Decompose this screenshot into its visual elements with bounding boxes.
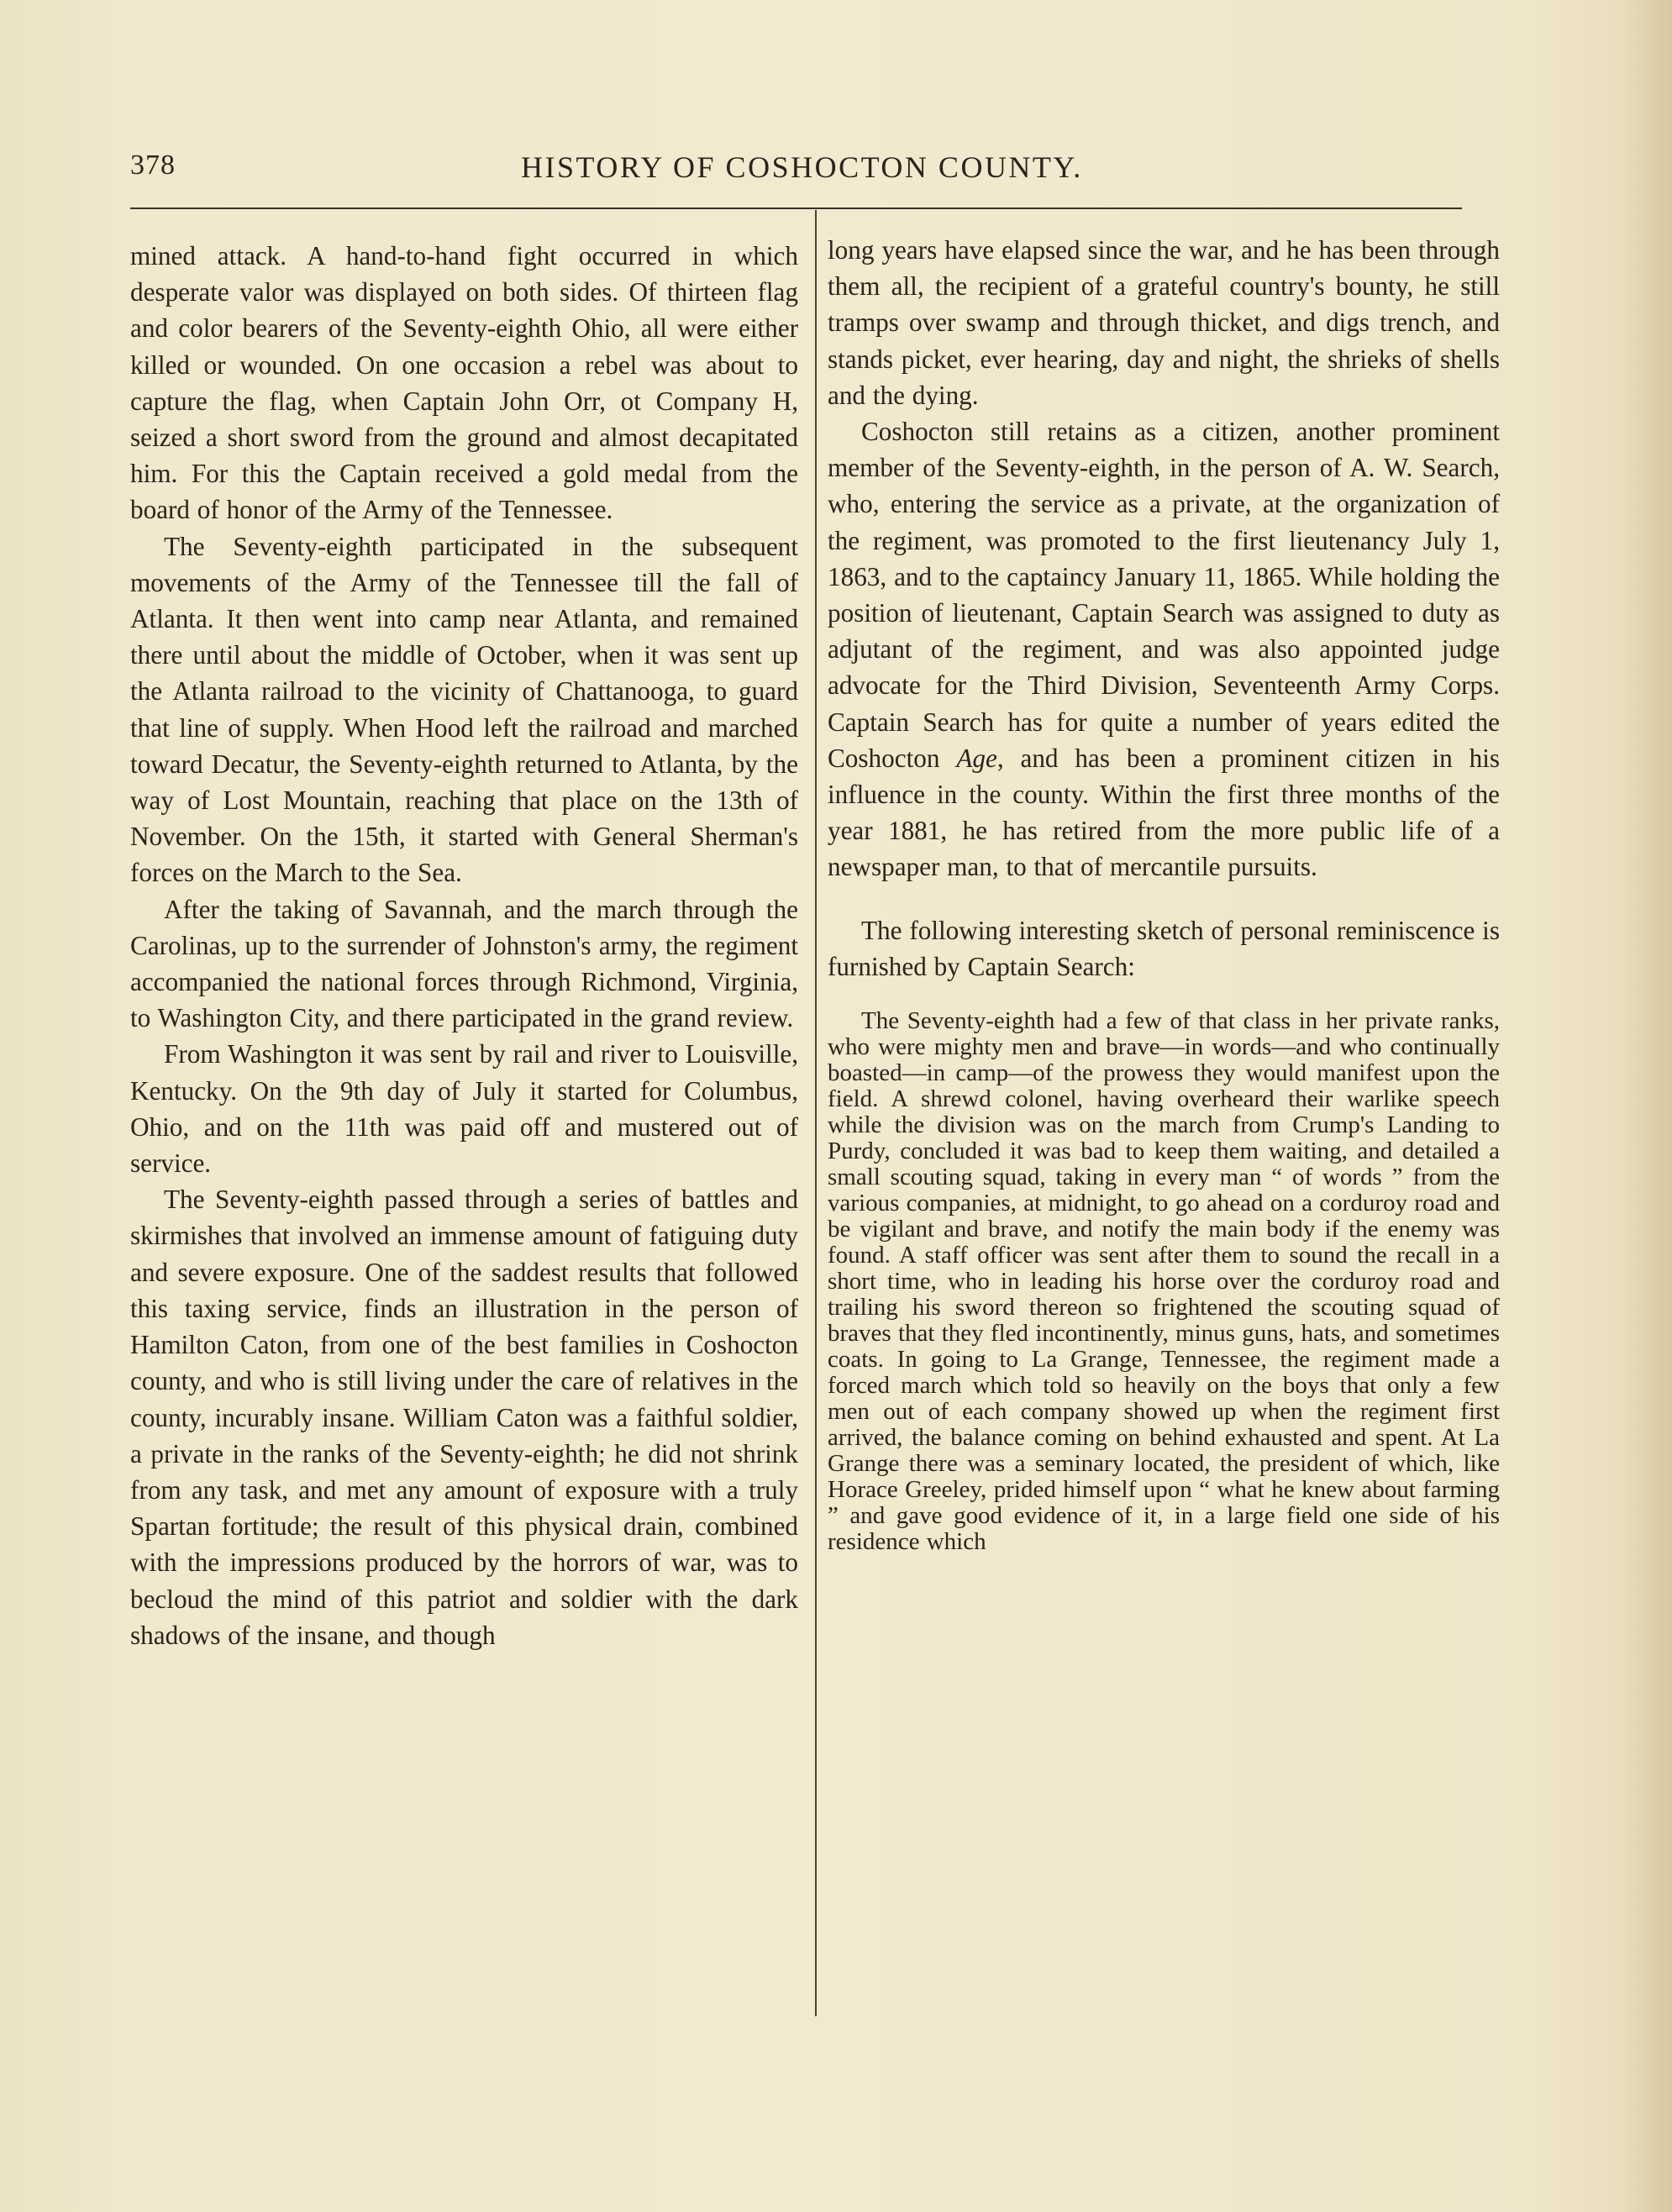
column-divider <box>815 210 817 2016</box>
page-number: 378 <box>130 150 176 181</box>
running-title: HISTORY OF COSHOCTON COUNTY. <box>521 150 1083 184</box>
paragraph <box>828 413 1500 885</box>
paragraph: The following interesting sketch of personal reminiscence is furnished by Captain Search: <box>828 915 1500 981</box>
paragraph: mined attack. A hand-to-hand fight occurred in which desperate valor was displayed on both sides. Of thirteen flag and color bearers of the Seventy-eighth Ohio, all were either killed or wounded. On one occasion a rebel was about to capture the flag, when Captain John Orr, ot Company H, seized a short sword from the ground and almost decapitated him. For this the Captain received a gold medal from the board of honor of the Army of the Tennessee. <box>130 241 798 525</box>
page-header <box>130 150 1462 192</box>
right-column <box>828 232 1500 1555</box>
header-rule <box>130 208 1462 209</box>
paragraph-text: , and has been a prominent citizen in his influence in the county. Within the first three months of the year 1881, he has retired from the more public life of a newspaper man, to that of mercantile pursuits. <box>828 743 1501 882</box>
quoted-reminiscence: The Seventy-eighth had a few of that class in her private ranks, who were mighty men and brave—in words—and who continually boasted—in camp—of the prowess they would manifest upon the field. A shrewd colonel, having overheard their warlike speech while the division was on the march from Crump's Landing to Purdy, concluded it was bad to keep them waiting, and detailed a small scouting squad, taking in every man “ of words ” from the various companies, at midnight, to go ahead on a corduroy road and be vigilant and brave, and notify the main body if the enemy was found. A staff officer was sent after them to sound the recall in a short time, who in leading his horse over the corduroy road and trailing his sword thereon so frightened the scouting squad of braves that they fled incontinently, minus guns, hats, and sometimes coats. In going to La Grange, Tennessee, the regiment made a forced march which told so heavily on the boys that only a few men out of each company showed up when the regiment first arrived, the balance coming on behind exhausted and spent. At La Grange there was a seminary located, the president of which, like Horace Greeley, prided himself upon “ what he knew about farming ” and gave good evidence of it, in a large field one side of his residence which <box>828 1007 1500 1556</box>
left-column <box>130 238 798 1653</box>
paragraph-text: Coshocton still retains as a citizen, another prominent member of the Seventy-eighth, in the person of A. W. Search, who, entering the service as a private, at the organization of the regiment, was promoted to the first lieutenancy July 1, 1863, and to the captaincy January 11, 1865. While holding the position of lieutenant, Captain Search was assigned to duty as adjutant of the regiment, and was also appointed judge advocate for the Third Division, Seventeenth Army Corps. Captain Search has for quite a number of years edited the Coshocton <box>828 417 1500 773</box>
paragraph: After the taking of Savannah, and the march through the Carolinas, up to the surrender of Johnston's army, the regiment accompanied the national forces through Richmond, Virginia, to Washington City, and there participated in the grand review. <box>130 894 798 1033</box>
paragraph: The Seventy-eighth passed through a series of battles and skirmishes that involved an immense amount of fatiguing duty and severe exposure. One of the saddest results that followed this taxing service, finds an illustration in the person of Hamilton Caton, from one of the best families in Coshocton county, and who is still living under the care of relatives in the county, incurably insane. William Caton was a faithful soldier, a private in the ranks of the Seventy-eighth; he did not shrink from any task, and met any amount of exposure with a truly Spartan fortitude; the result of this physical drain, combined with the impressions produced by the horrors of war, was to becloud the mind of this patriot and soldier with the dark shadows of the insane, and though <box>130 1185 798 1650</box>
paragraph: long years have elapsed since the war, and he has been through them all, the recipient of a grateful country's bounty, he still tramps over swamp and through thicket, and digs trench, and stands picket, ever hearing, day and night, the shrieks of shells and the dying. <box>828 235 1500 410</box>
newspaper-title: Age <box>956 743 997 773</box>
paragraph: The Seventy-eighth participated in the subsequent movements of the Army of the Tennessee till the fall of Atlanta. It then went into camp near Atlanta, and remained there until about the middle of October, when it was sent up the Atlanta railroad to the vicinity of Chattanooga, to guard that line of supply. When Hood left the railroad and marched toward Decatur, the Seventy-eighth returned to Atlanta, by the way of Lost Mountain, reaching that place on the 13th of November. On the 15th, it started with General Sherman's forces on the March to the Sea. <box>130 531 798 888</box>
page-edge-shadow <box>1622 0 1672 2212</box>
paragraph: From Washington it was sent by rail and river to Louisville, Kentucky. On the 9th day of July it started for Columbus, Ohio, and on the 11th was paid off and mustered out of service. <box>130 1039 798 1179</box>
